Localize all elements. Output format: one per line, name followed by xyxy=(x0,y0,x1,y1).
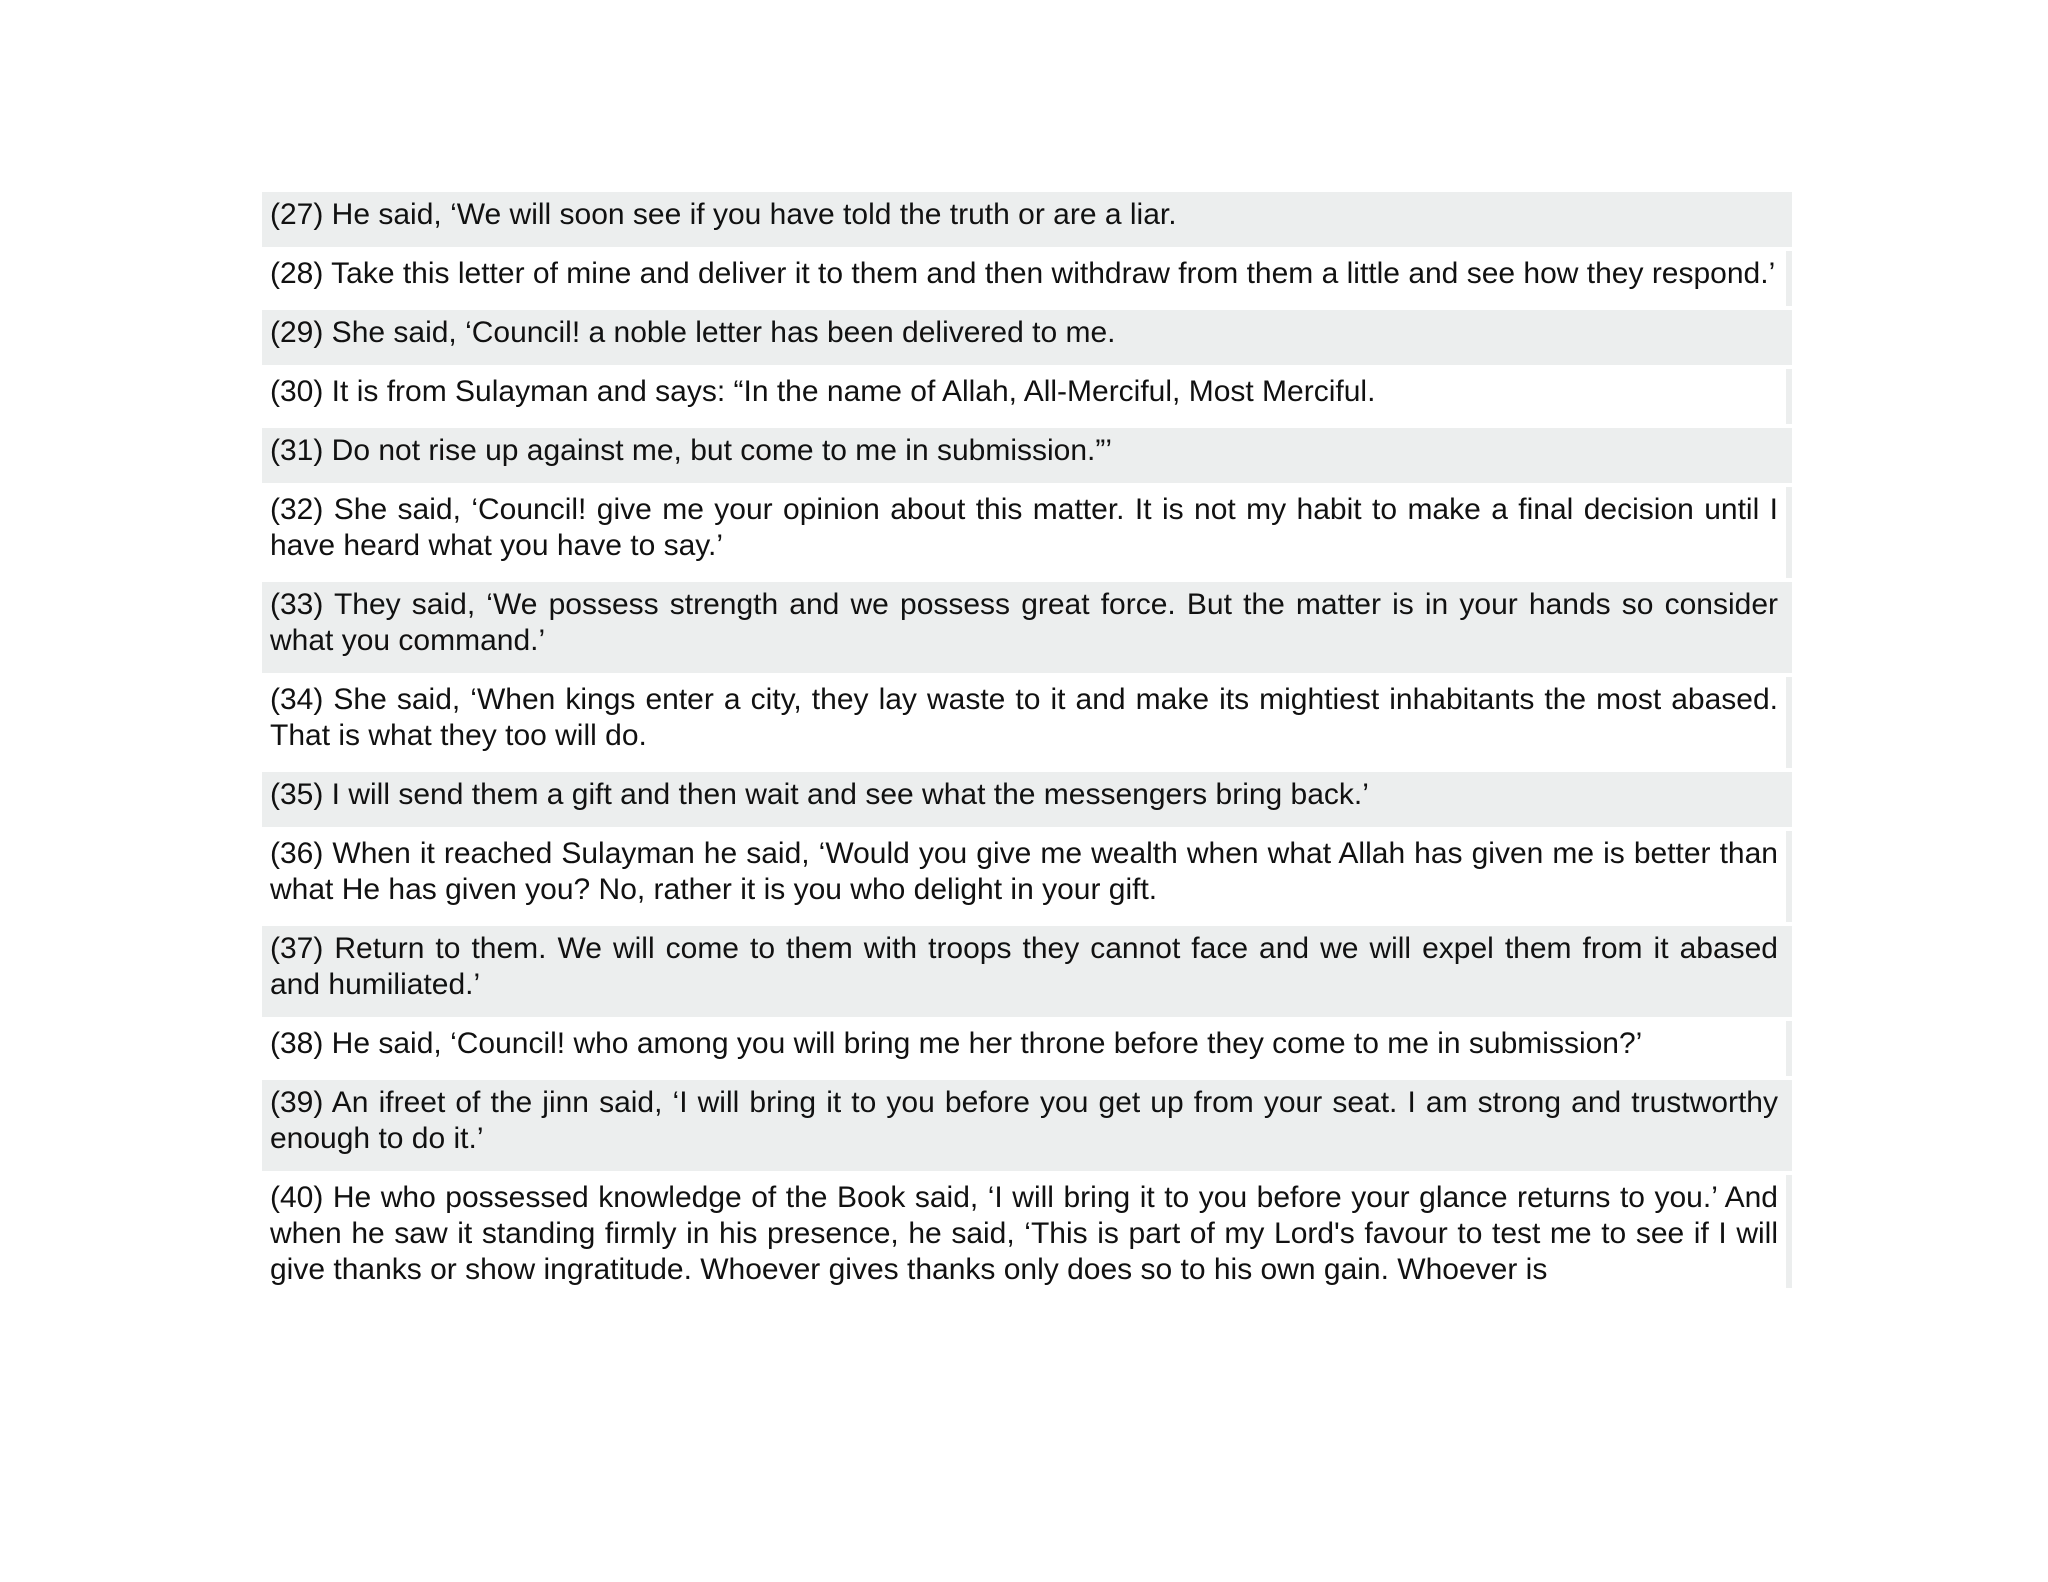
verse-27: (27) He said, ‘We will soon see if you have told the truth or are a liar. xyxy=(262,192,1792,247)
verse-38: (38) He said, ‘Council! who among you will bring me her throne before they come to me in submission?’ xyxy=(262,1021,1792,1076)
verse-33: (33) They said, ‘We possess strength and we possess great force. But the matter is in your hands so consider what you command.’ xyxy=(262,582,1792,673)
verse-37: (37) Return to them. We will come to them with troops they cannot face and we will expel them from it abased and humiliated.’ xyxy=(262,926,1792,1017)
verse-36: (36) When it reached Sulayman he said, ‘Would you give me wealth when what Allah has given me is better than what He has given you? No, rather it is you who delight in your gift. xyxy=(262,831,1792,922)
verse-39: (39) An ifreet of the jinn said, ‘I will bring it to you before you get up from your seat. I am strong and trustworthy enough to do it.’ xyxy=(262,1080,1792,1171)
verse-31: (31) Do not rise up against me, but come to me in submission.”’ xyxy=(262,428,1792,483)
verse-34: (34) She said, ‘When kings enter a city, they lay waste to it and make its mightiest inhabitants the most abased. That is what they too will do. xyxy=(262,677,1792,768)
verse-32: (32) She said, ‘Council! give me your opinion about this matter. It is not my habit to make a final decision until I have heard what you have to say.’ xyxy=(262,487,1792,578)
verse-35: (35) I will send them a gift and then wait and see what the messengers bring back.’ xyxy=(262,772,1792,827)
verse-30: (30) It is from Sulayman and says: “In the name of Allah, All-Merciful, Most Merciful. xyxy=(262,369,1792,424)
verse-29: (29) She said, ‘Council! a noble letter has been delivered to me. xyxy=(262,310,1792,365)
verse-28: (28) Take this letter of mine and deliver it to them and then withdraw from them a little and see how they respond.’ xyxy=(262,251,1792,306)
document-page xyxy=(262,192,1792,1352)
verse-40: (40) He who possessed knowledge of the Book said, ‘I will bring it to you before your glance returns to you.’ And when he saw it standing firmly in his presence, he said, ‘This is part of my Lord's favour to test me to see if I will give thanks or show ingratitude. Whoever gives thanks only does so to his own gain. Whoever is xyxy=(262,1175,1792,1288)
verse-list xyxy=(262,192,1792,1288)
